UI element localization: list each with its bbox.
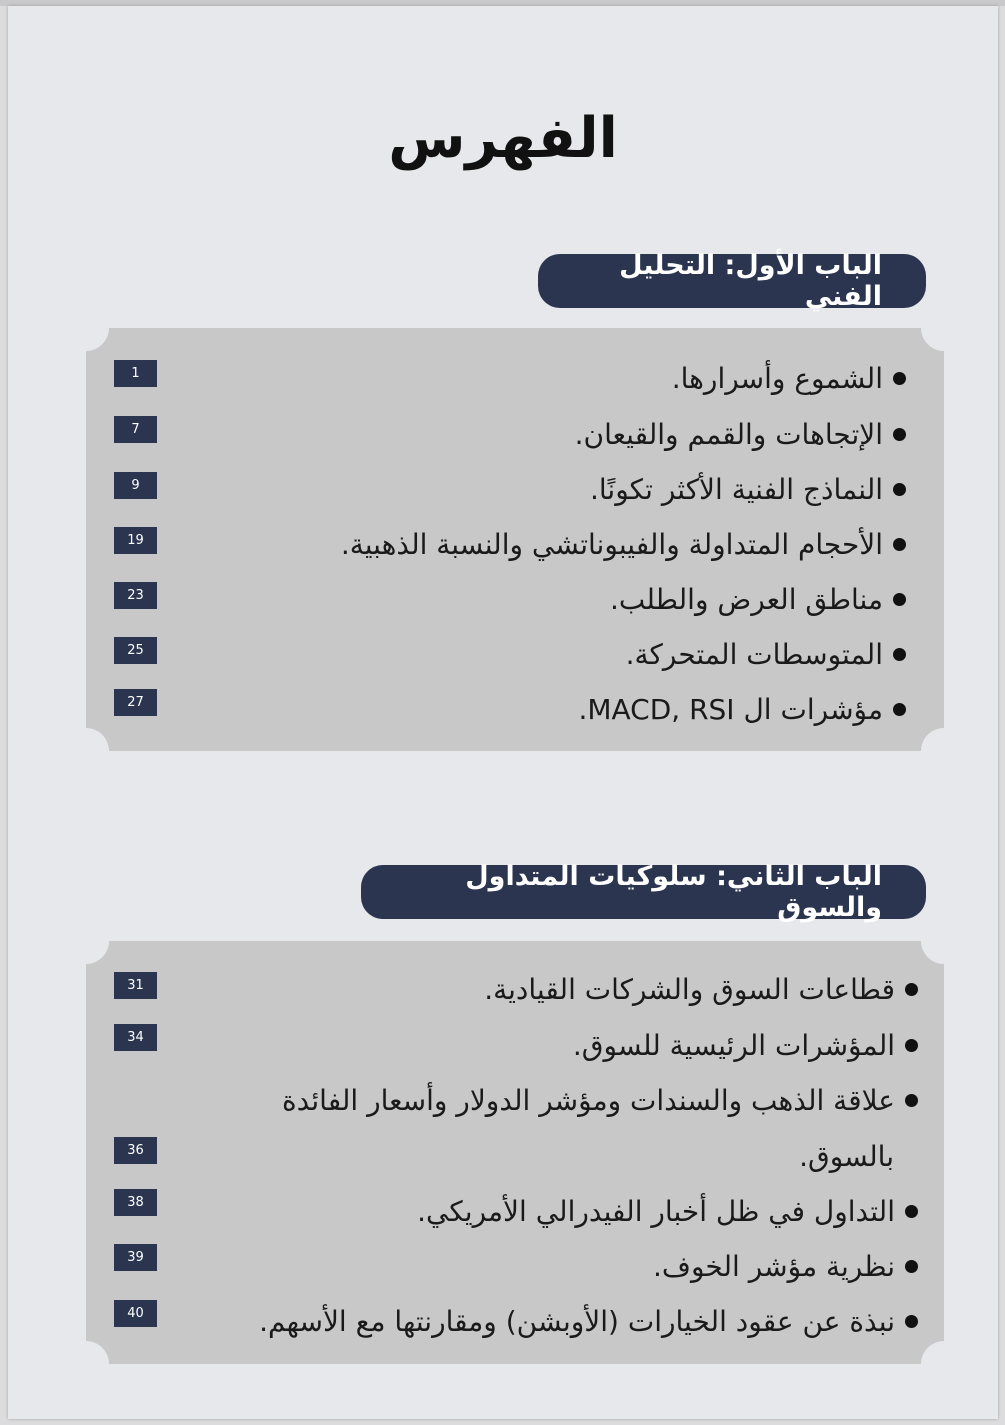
document-page [8, 6, 998, 1419]
toc-page-number: 9 [114, 472, 157, 499]
toc-page-number: 7 [114, 416, 157, 443]
toc-entry[interactable] [590, 469, 906, 509]
bullet-icon [893, 648, 906, 661]
bullet-icon [905, 1205, 918, 1218]
chapter-1-heading: الباب الأول: التحليل الفني [538, 254, 926, 308]
toc-entry[interactable] [484, 969, 918, 1009]
chapter-2-panel [86, 941, 944, 1364]
toc-entry-text: الشموع وأسرارها. [671, 361, 883, 395]
bullet-icon [893, 703, 906, 716]
chapter-2-heading: الباب الثاني: سلوكيات المتداول والسوق [361, 865, 926, 919]
toc-page-number: 31 [114, 972, 157, 999]
page-title: الفهرس [388, 106, 618, 171]
toc-page-number: 27 [114, 689, 157, 716]
toc-entry[interactable] [259, 1301, 918, 1341]
toc-page-number: 23 [114, 582, 157, 609]
toc-page-number: 25 [114, 637, 157, 664]
toc-page-number: 19 [114, 527, 157, 554]
toc-entry-text: النماذج الفنية الأكثر تكونًا. [589, 472, 883, 506]
toc-entry[interactable] [626, 634, 906, 674]
toc-entry-text: نبذة عن عقود الخيارات (الأوبشن) ومقارنتها مع الأسهم. [259, 1304, 895, 1338]
toc-entry-text: المؤشرات الرئيسية للسوق. [572, 1028, 895, 1062]
toc-entry[interactable] [341, 524, 906, 564]
chapter-1-panel [86, 328, 944, 751]
toc-page-number: 39 [114, 1244, 157, 1271]
bullet-icon [905, 1094, 918, 1107]
toc-entry-text: مؤشرات ال MACD, RSI. [578, 692, 883, 726]
toc-entry-text: قطاعات السوق والشركات القيادية. [484, 972, 895, 1006]
bullet-icon [893, 538, 906, 551]
toc-entry-text: المتوسطات المتحركة. [625, 637, 883, 671]
toc-entry[interactable] [610, 579, 906, 619]
bullet-icon [893, 372, 906, 385]
toc-page-number: 40 [114, 1300, 157, 1327]
toc-entry-text: نظرية مؤشر الخوف. [653, 1249, 895, 1283]
bullet-icon [905, 1315, 918, 1328]
toc-entry[interactable] [672, 358, 906, 398]
toc-entry[interactable] [417, 1191, 918, 1231]
toc-page-number: 34 [114, 1024, 157, 1051]
toc-page-number: 38 [114, 1189, 157, 1216]
toc-page-number: 1 [114, 360, 157, 387]
toc-entry-text: مناطق العرض والطلب. [610, 582, 883, 616]
toc-entry[interactable] [282, 1080, 918, 1120]
toc-entry[interactable] [575, 414, 906, 454]
toc-entry-text: التداول في ظل أخبار الفيدرالي الأمريكي. [417, 1194, 895, 1228]
toc-entry-continuation[interactable] [799, 1136, 894, 1176]
toc-entry-text: بالسوق. [799, 1139, 894, 1173]
bullet-icon [893, 593, 906, 606]
bullet-icon [893, 428, 906, 441]
toc-entry-text: الأحجام المتداولة والفيبوناتشي والنسبة الذهبية. [340, 527, 883, 561]
bullet-icon [893, 483, 906, 496]
toc-page-number: 36 [114, 1137, 157, 1164]
bullet-icon [905, 983, 918, 996]
bullet-icon [905, 1260, 918, 1273]
toc-entry[interactable] [578, 689, 906, 729]
toc-entry-text: علاقة الذهب والسندات ومؤشر الدولار وأسعار الفائدة [282, 1083, 895, 1117]
toc-entry-text: الإتجاهات والقمم والقيعان. [574, 417, 883, 451]
toc-entry[interactable] [653, 1246, 918, 1286]
toc-entry[interactable] [573, 1025, 918, 1065]
bullet-icon [905, 1039, 918, 1052]
